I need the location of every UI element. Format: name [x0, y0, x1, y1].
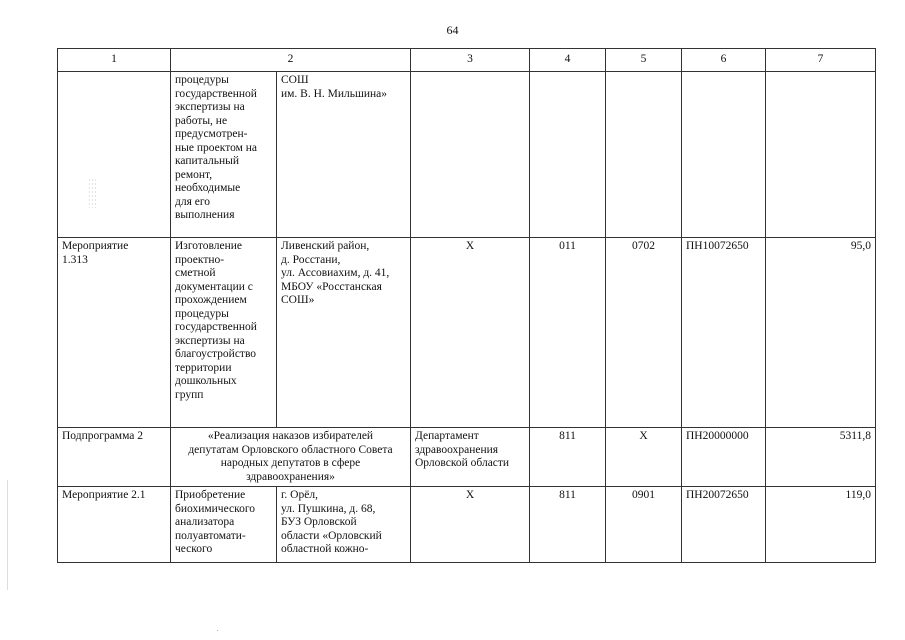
- row-col4: 811: [530, 487, 606, 563]
- row-col6: ПН20000000: [682, 428, 766, 487]
- row-col4: 811: [530, 428, 606, 487]
- row-id: Мероприятие 2.1: [58, 487, 171, 563]
- row-subprogram-title: «Реализация наказов избирателей депутатам Орловского областного Совета народных депутатов в сфере здравоохранения»: [171, 428, 411, 487]
- row-col7: [766, 72, 876, 238]
- budget-table: [57, 48, 876, 563]
- table-row-continuation: [58, 72, 876, 238]
- row-col7: 119,0: [766, 487, 876, 563]
- row-description: Изготовление проектно- сметной документации с прохождением процедуры государственной экспертизы на благоустройство территории дошкольных групп: [171, 238, 277, 428]
- row-address: г. Орёл, ул. Пушкина, д. 68, БУЗ Орловской области «Орловский областной кожно-: [277, 487, 411, 563]
- row-col3: Х: [411, 487, 530, 563]
- header-col-4: 4: [530, 49, 606, 72]
- row-id: Мероприятие 1.313: [58, 238, 171, 428]
- header-row: [58, 49, 876, 72]
- header-col-1: 1: [58, 49, 171, 72]
- row-col5: 0702: [606, 238, 682, 428]
- row-col6: ПН10072650: [682, 238, 766, 428]
- row-col4: 011: [530, 238, 606, 428]
- row-col4: [530, 72, 606, 238]
- row-col5: 0901: [606, 487, 682, 563]
- row-col6: [682, 72, 766, 238]
- row-col7: 5311,8: [766, 428, 876, 487]
- row-col7: 95,0: [766, 238, 876, 428]
- row-address: Ливенский район, д. Росстани, ул. Ассовиахим, д. 41, МБОУ «Росстанская СОШ»: [277, 238, 411, 428]
- row-description: Приобретение биохимического анализатора полуавтомати- ческого: [171, 487, 277, 563]
- scan-speck: [88, 178, 96, 208]
- row-id: Подпрограмма 2: [58, 428, 171, 487]
- scan-dot: [217, 630, 218, 631]
- row-col3: Х: [411, 238, 530, 428]
- table-row-subprogram-2: [58, 428, 876, 487]
- header-col-5: 5: [606, 49, 682, 72]
- row-id: [58, 72, 171, 238]
- row-col3: Департамент здравоохранения Орловской области: [411, 428, 530, 487]
- row-col5: [606, 72, 682, 238]
- header-col-6: 6: [682, 49, 766, 72]
- row-col6: ПН20072650: [682, 487, 766, 563]
- scan-margin-line: [7, 480, 8, 590]
- row-address: СОШ им. В. Н. Мильшина»: [277, 72, 411, 238]
- row-description: процедуры государственной экспертизы на работы, не предусмотрен- ные проектом на капитальный ремонт, необходимые для его выполнения: [171, 72, 277, 238]
- header-col-2: 2: [171, 49, 411, 72]
- header-col-3: 3: [411, 49, 530, 72]
- page-number: 64: [446, 23, 459, 37]
- row-col5: Х: [606, 428, 682, 487]
- header-col-7: 7: [766, 49, 876, 72]
- table-row-2-1: [58, 487, 876, 563]
- table-row-1313: [58, 238, 876, 428]
- row-col3: [411, 72, 530, 238]
